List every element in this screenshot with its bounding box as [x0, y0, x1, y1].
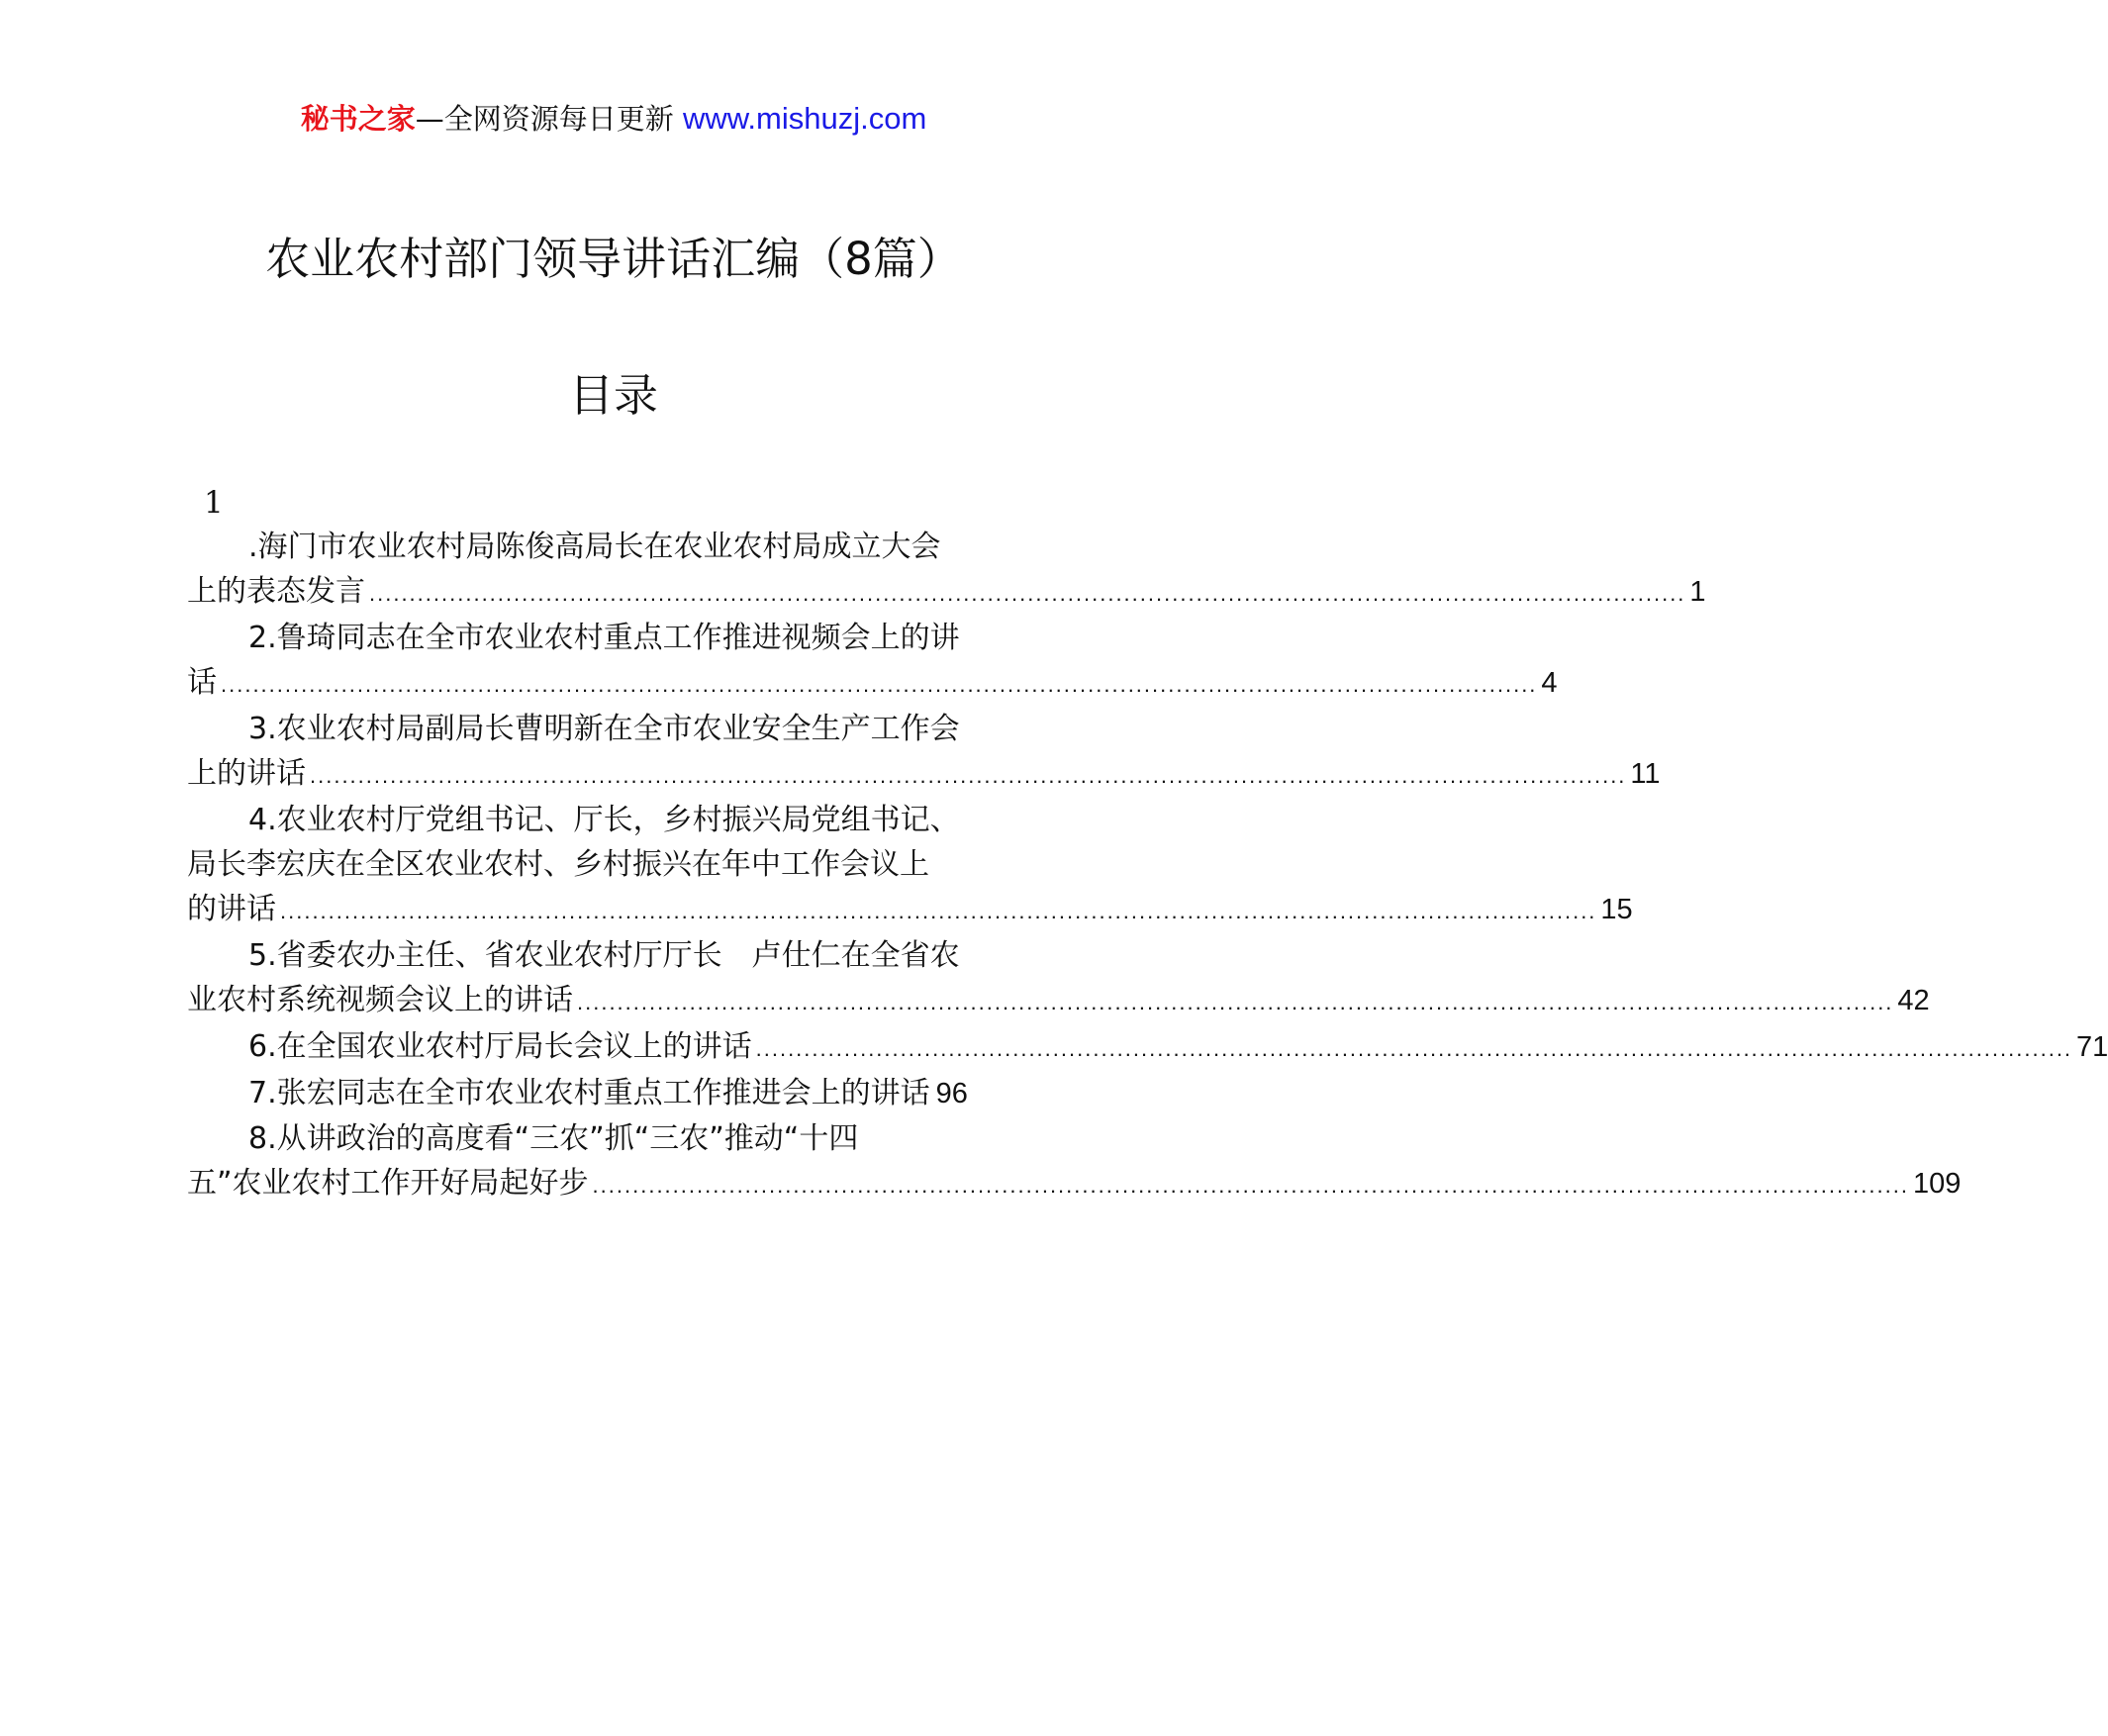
dot-leader: .................................................................................................................................................................... — [221, 672, 1538, 697]
toc-page-number: 71 — [2076, 1031, 2108, 1063]
toc-page-number: 15 — [1600, 894, 1633, 925]
toc-page-number: 109 — [1912, 1168, 1962, 1200]
toc-entry-text: 3.农业农村局副局长曹明新在全市农业安全生产工作会 — [248, 712, 960, 746]
toc-entry-text: 4.农业农村厅党组书记、厅长，乡村振兴局党组书记、 — [248, 803, 960, 837]
toc-entry-text: 6.在全国农业农村厅局长会议上的讲话 — [248, 1029, 752, 1064]
toc-entry-text: 话 — [187, 665, 217, 700]
dot-leader: .................................................................................................................................................................... — [369, 581, 1686, 606]
toc-heading: 目录 — [568, 369, 658, 422]
toc-entry-text: 局长李宏庆在全区农业农村、乡村振兴在年中工作会议上 — [187, 847, 929, 882]
toc-first-number: 1 — [204, 485, 224, 521]
toc-entry-2[interactable] — [187, 616, 1558, 707]
toc-entry-6[interactable] — [187, 1024, 2108, 1071]
toc-entry-text: 8.从讲政治的高度看“三农”抓“三农”推动“十四 — [248, 1121, 859, 1156]
toc-entry-1[interactable] — [187, 525, 1706, 616]
toc-entry-text: 业农村系统视频会议上的讲话 — [187, 983, 573, 1017]
dot-leader: .................................................................................................................................................................... — [310, 763, 1627, 788]
dot-leader: .................................................................................................................................................................... — [577, 990, 1894, 1014]
site-banner — [0, 99, 1227, 139]
toc-entry-text: 五”农业农村工作开好局起好步 — [187, 1166, 589, 1201]
site-url-link[interactable]: www.mishuzj.com — [682, 101, 927, 136]
toc-entry-4[interactable] — [187, 798, 1633, 933]
toc-entry-text: 5.省委农办主任、省农业农村厅厅长 卢仕仁在全省农 — [248, 938, 960, 973]
toc-entry-text: 上的表态发言 — [187, 574, 365, 609]
toc-page-number: 11 — [1630, 758, 1661, 790]
table-of-contents — [187, 525, 2108, 1207]
toc-entry-8[interactable] — [187, 1116, 1962, 1207]
toc-page-number: 1 — [1689, 576, 1706, 608]
toc-entry-text: 上的讲话 — [187, 756, 306, 791]
banner-slogan: —全网资源每日更新 — [415, 102, 674, 136]
brand-name: 秘书之家 — [300, 102, 416, 136]
dot-leader: .................................................................................................................................................................... — [592, 1173, 1909, 1198]
toc-entry-text: 2.鲁琦同志在全市农业农村重点工作推进视频会上的讲 — [248, 621, 960, 655]
toc-page-number: 96 — [935, 1078, 968, 1109]
toc-page-number: 42 — [1897, 985, 1930, 1016]
toc-entry-7[interactable] — [187, 1071, 1040, 1116]
toc-entry-5[interactable] — [187, 933, 1930, 1024]
toc-page-number: 4 — [1541, 667, 1558, 699]
toc-entry-text: 的讲话 — [187, 892, 276, 926]
toc-entry-text: 7.张宏同志在全市农业农村重点工作推进会上的讲话 — [248, 1076, 930, 1110]
toc-entry-text: .海门市农业农村局陈俊高局长在农业农村局成立大会 — [248, 530, 941, 564]
toc-entry-3[interactable] — [187, 707, 1661, 798]
document-title: 农业农村部门领导讲话汇编（8篇） — [265, 233, 962, 285]
dot-leader: .................................................................................................................................................................... — [280, 899, 1597, 923]
dot-leader: .................................................................................................................................................................... — [755, 1036, 2073, 1061]
